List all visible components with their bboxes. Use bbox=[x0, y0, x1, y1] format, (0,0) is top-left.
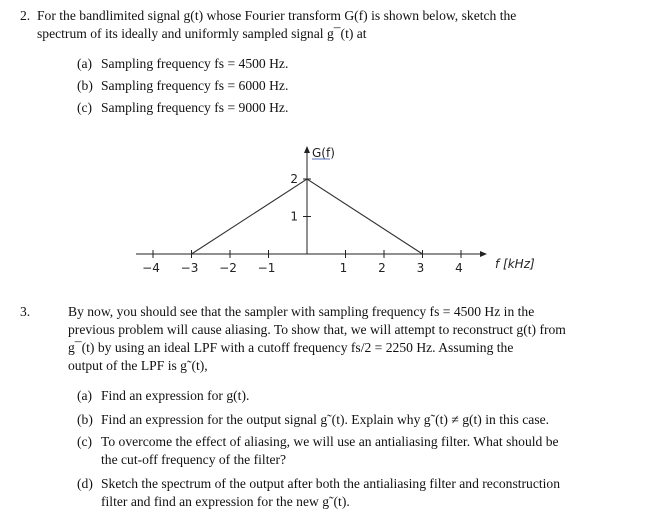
problem-3-text-line: output of the LPF is g˜(t), bbox=[68, 358, 208, 373]
x-axis-arrow bbox=[480, 251, 487, 257]
x-tick-label: −1 bbox=[257, 261, 276, 275]
x-tick-label: −4 bbox=[142, 261, 160, 275]
problem-3-item-text: filter and find an expression for the new g˜(t). bbox=[101, 494, 350, 509]
problem-2-number: 2. bbox=[20, 8, 31, 23]
x-tick-label: 2 bbox=[378, 261, 386, 275]
problem-3-number: 3. bbox=[20, 304, 31, 319]
problem-2-item-c-text: Sampling frequency fs = 9000 Hz. bbox=[101, 100, 289, 115]
problem-2-text-line-2: spectrum of its ideally and uniformly sampled signal g¯(t) at bbox=[37, 26, 367, 41]
chart-title: G(f) bbox=[312, 146, 335, 160]
problem-2-item-a-text: Sampling frequency fs = 4500 Hz. bbox=[101, 56, 289, 71]
problem-2-item-b-label: (b) bbox=[77, 78, 93, 93]
problem-3-item-text: Find an expression for the output signal g˜(t). Explain why g˜(t) ≠ g(t) in this case. bbox=[101, 412, 550, 427]
problem-3-item-label: (c) bbox=[77, 434, 93, 449]
problem-3-item-text: To overcome the effect of aliasing, we will use an antialiasing filter. What should be bbox=[101, 434, 559, 449]
x-tick-label: 4 bbox=[455, 261, 463, 275]
problem-3-item-label: (d) bbox=[77, 476, 93, 491]
x-tick-label: 1 bbox=[339, 261, 348, 275]
problem-3-item-label: (b) bbox=[77, 412, 93, 427]
problem-2-item-c-label: (c) bbox=[77, 100, 93, 115]
x-tick-label: 3 bbox=[416, 261, 425, 275]
x-axis-label: f [kHz] bbox=[495, 257, 535, 271]
problem-3-item-text: the cut-off frequency of the filter? bbox=[101, 452, 287, 467]
problem-3-item-text: Find an expression for g(t). bbox=[101, 388, 250, 403]
problem-3-text-line: previous problem will cause aliasing. To show that, we will attempt to reconstruct g(t) from bbox=[68, 322, 566, 337]
problem-2-item-a-label: (a) bbox=[77, 56, 93, 71]
problem-3-item-text: Sketch the spectrum of the output after both the antialiasing filter and reconstruction bbox=[101, 476, 561, 491]
y-tick-label: 1 bbox=[290, 209, 298, 224]
y-axis-arrow bbox=[304, 146, 310, 153]
x-tick-label: −3 bbox=[180, 261, 199, 275]
x-tick-label: −2 bbox=[219, 261, 237, 275]
problem-2-item-b-text: Sampling frequency fs = 6000 Hz. bbox=[101, 78, 289, 93]
problem-3-text-line: g¯(t) by using an ideal LPF with a cutoff frequency fs/2 = 2250 Hz. Assuming the bbox=[68, 340, 514, 355]
problem-3-item-label: (a) bbox=[77, 388, 93, 403]
y-tick-label: 2 bbox=[290, 172, 298, 186]
problem-2-text-line-1: For the bandlimited signal g(t) whose Fourier transform G(f) is shown below, sketch the bbox=[37, 8, 517, 23]
problem-3-text-line: By now, you should see that the sampler with sampling frequency fs = 4500 Hz in the bbox=[68, 304, 535, 319]
